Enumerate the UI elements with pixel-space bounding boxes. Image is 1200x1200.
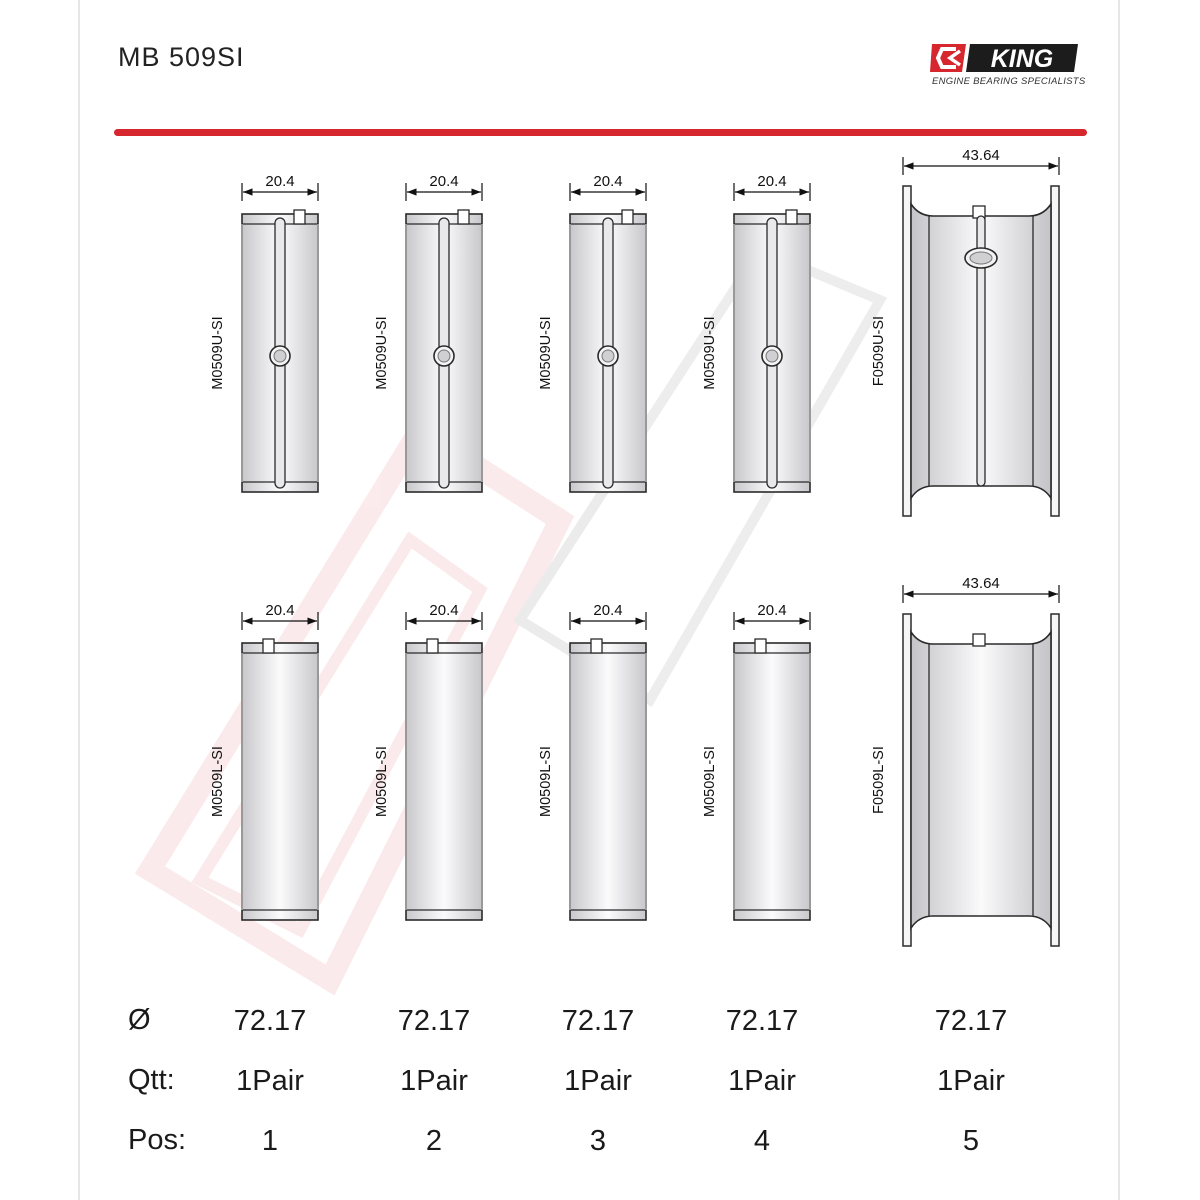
diameter-label: Ø	[128, 1004, 151, 1036]
upper-main-bearing	[374, 173, 483, 492]
dimension-value: 20.4	[265, 602, 295, 619]
thrust-flange-right	[1051, 614, 1059, 946]
shell-side	[317, 224, 319, 482]
pos-3: 3	[589, 1125, 607, 1157]
dimension-value: 20.4	[429, 173, 459, 190]
oil-hole-inner	[970, 252, 992, 264]
qty-3: 1Pair	[564, 1065, 632, 1097]
locating-tang	[622, 210, 633, 224]
lower-main-bearing	[702, 602, 811, 920]
bearing-shell	[242, 643, 318, 920]
qty-4: 1Pair	[728, 1065, 796, 1097]
locating-tang	[294, 210, 305, 224]
bearing-shell	[406, 643, 482, 920]
logo-wordmark: KING	[990, 45, 1054, 73]
qty-2: 1Pair	[400, 1065, 468, 1097]
shell-side	[733, 224, 735, 482]
logo-tagline: ENGINE BEARING SPECIALISTS	[932, 76, 1086, 87]
dimension-value: 20.4	[593, 173, 623, 190]
part-number-label: F0509L-SI	[871, 746, 887, 814]
dimension-value: 43.64	[962, 147, 1000, 164]
part-number-label: F0509U-SI	[871, 315, 887, 387]
upper-main-bearing	[210, 173, 319, 492]
dimension-value: 20.4	[429, 602, 459, 619]
qty-label: Qtt:	[128, 1064, 175, 1096]
shell-side	[241, 653, 243, 910]
diameter-2: 72.17	[397, 1005, 471, 1037]
part-number-label: M0509U-SI	[538, 316, 554, 390]
shell-side	[405, 224, 407, 482]
dimension-value: 20.4	[265, 173, 295, 190]
pos-1: 1	[261, 1125, 279, 1157]
locating-tang	[591, 639, 602, 653]
dimension-value: 43.64	[962, 575, 1000, 592]
bearing-shell	[911, 632, 1051, 928]
upper-thrust-bearing	[871, 147, 1059, 516]
upper-main-bearing	[538, 173, 647, 492]
locating-tang	[755, 639, 766, 653]
dimension-value: 20.4	[757, 602, 787, 619]
shell-side	[481, 224, 483, 482]
shell-side	[809, 224, 811, 482]
locating-tang	[973, 634, 985, 646]
shell-side	[405, 653, 407, 910]
page-title: MB 509SI	[118, 42, 245, 72]
shell-side	[645, 224, 647, 482]
part-number-label: M0509L-SI	[374, 746, 390, 817]
shell-side	[569, 224, 571, 482]
part-number-label: M0509L-SI	[702, 746, 718, 817]
part-number-label: M0509U-SI	[702, 316, 718, 390]
diameter-3: 72.17	[561, 1005, 635, 1037]
shell-side	[317, 653, 319, 910]
bearing-shell	[734, 643, 810, 920]
oil-hole-inner	[438, 350, 450, 362]
qty-1: 1Pair	[236, 1065, 304, 1097]
shell-side	[733, 653, 735, 910]
thrust-flange-left	[903, 614, 911, 946]
oil-hole-inner	[274, 350, 286, 362]
shell-side	[481, 653, 483, 910]
thrust-flange-right	[1051, 186, 1059, 516]
pos-label: Pos:	[128, 1124, 187, 1156]
upper-main-bearing	[702, 173, 811, 492]
part-number-label: M0509U-SI	[374, 316, 390, 390]
locating-tang	[786, 210, 797, 224]
shell-side	[241, 224, 243, 482]
oil-hole-inner	[602, 350, 614, 362]
dimension-value: 20.4	[593, 602, 623, 619]
lower-main-bearing	[538, 602, 647, 920]
locating-tang	[458, 210, 469, 224]
thrust-flange-left	[903, 186, 911, 516]
diameter-1: 72.17	[233, 1005, 307, 1037]
diameter-5: 72.17	[934, 1005, 1008, 1037]
oil-hole-inner	[766, 350, 778, 362]
bearing-shell	[570, 643, 646, 920]
lower-thrust-bearing	[871, 575, 1059, 946]
part-number-label: M0509L-SI	[210, 746, 226, 817]
locating-tang	[263, 639, 274, 653]
locating-tang	[427, 639, 438, 653]
pos-5: 5	[962, 1125, 980, 1157]
qty-5: 1Pair	[937, 1065, 1005, 1097]
diameter-4: 72.17	[725, 1005, 799, 1037]
part-number-label: M0509L-SI	[538, 746, 554, 817]
shell-side	[645, 653, 647, 910]
shell-side	[569, 653, 571, 910]
dimension-value: 20.4	[757, 173, 787, 190]
pos-2: 2	[425, 1125, 443, 1157]
pos-4: 4	[753, 1125, 771, 1157]
part-number-label: M0509U-SI	[210, 316, 226, 390]
shell-side	[809, 653, 811, 910]
